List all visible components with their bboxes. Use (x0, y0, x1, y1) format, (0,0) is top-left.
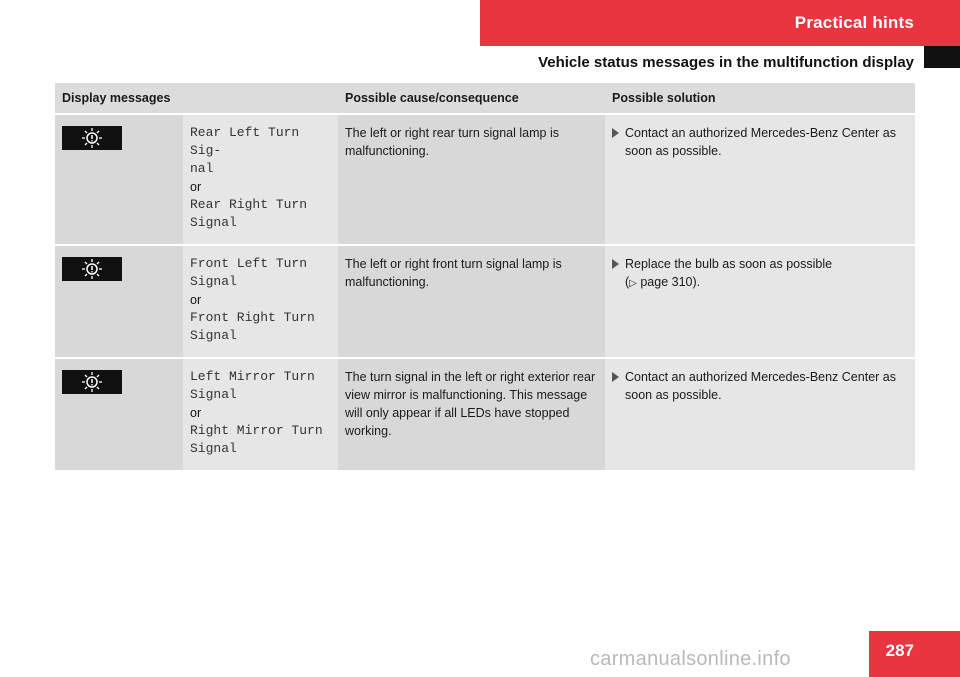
display-message-alternate: Rear Right Turn Signal (190, 197, 308, 230)
table-row (55, 358, 915, 470)
page-reference-triangle-icon: ▷ (629, 278, 637, 289)
column-header-possible-solution: Possible solution (605, 83, 915, 114)
page-number-tab (869, 631, 960, 677)
arrow-right-icon (612, 372, 619, 382)
display-message-primary: Front Left Turn Signal (190, 256, 308, 289)
cause-cell: The left or right front turn signal lamp is malfunctioning. (338, 245, 605, 358)
status-messages-table (55, 83, 915, 470)
cause-cell: The left or right rear turn signal lamp is malfunctioning. (338, 114, 605, 245)
display-message-alternate: Right Mirror Turn Signal (190, 423, 323, 456)
or-label: or (190, 180, 202, 194)
section-title: Practical hints (794, 13, 914, 32)
icon-cell (55, 358, 183, 470)
bulb-failure-icon (62, 126, 122, 150)
solution-text: Contact an authorized Mercedes-Benz Center as soon as possible. (625, 126, 896, 158)
arrow-right-icon (612, 128, 619, 138)
display-message-alternate: Front Right Turn Signal (190, 310, 315, 343)
page-reference-link[interactable]: page 310). (640, 275, 701, 289)
display-message-cell (183, 245, 338, 358)
bulb-failure-icon (62, 370, 122, 394)
page-number: 287 (885, 641, 914, 660)
watermark: carmanualsonline.info (590, 648, 791, 670)
cause-cell: The turn signal in the left or right exterior rear view mirror is malfunctioning. This message will only appear if all LEDs have stopped working. (338, 358, 605, 470)
icon-cell (55, 245, 183, 358)
solution-text: Contact an authorized Mercedes-Benz Center as soon as possible. (625, 370, 896, 402)
solution-cell (605, 358, 915, 470)
solution-text: Replace the bulb as soon as possible (625, 257, 833, 271)
table-row (55, 245, 915, 358)
page-subtitle: Vehicle status messages in the multifunction display (538, 54, 914, 71)
solution-cell (605, 114, 915, 245)
table-row (55, 114, 915, 245)
header-black-tab (924, 46, 960, 68)
or-label: or (190, 293, 202, 307)
bulb-failure-icon (62, 257, 122, 281)
display-message-primary: Left Mirror Turn Signal (190, 369, 315, 402)
solution-cell: Replace the bulb as soon as possible (▷ page 310). (605, 245, 915, 358)
table-header-row (55, 83, 915, 114)
arrow-right-icon (612, 259, 619, 269)
or-label: or (190, 406, 202, 420)
column-header-possible-cause: Possible cause/consequence (338, 83, 605, 114)
display-message-primary: Rear Left Turn Sig- nal (190, 125, 300, 176)
display-message-cell (183, 114, 338, 245)
display-message-cell (183, 358, 338, 470)
icon-cell (55, 114, 183, 245)
column-header-display-messages: Display messages (55, 83, 338, 114)
